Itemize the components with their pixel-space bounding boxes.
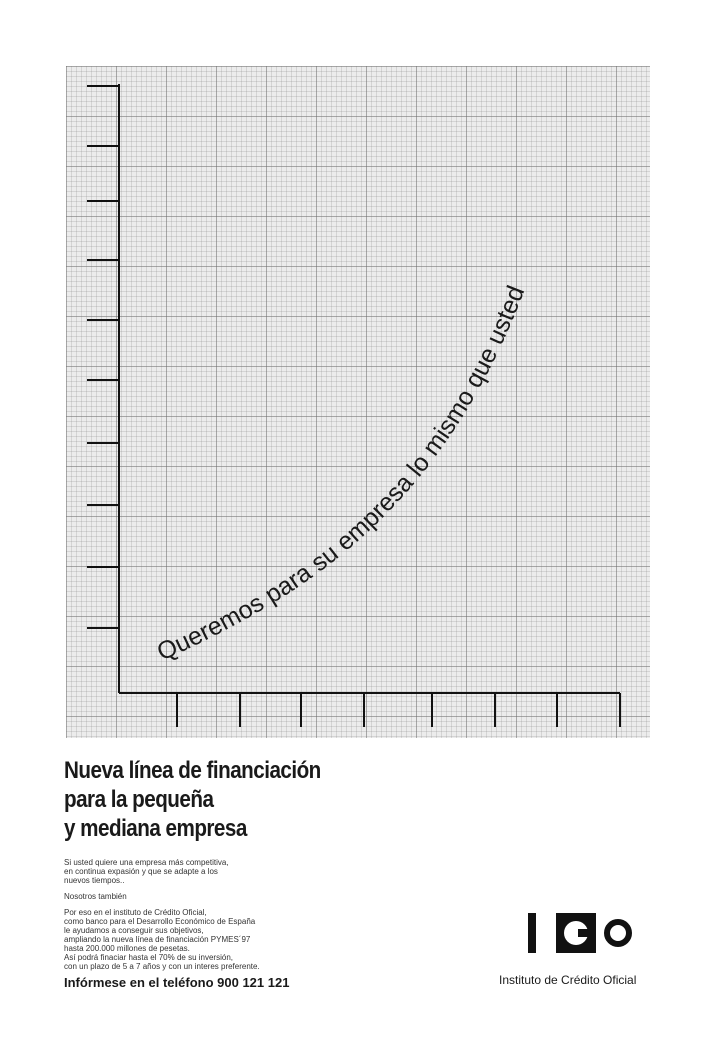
details-line: como banco para el Desarrollo Económico de España xyxy=(64,917,256,926)
intro-line: nuevos tiempos.. xyxy=(64,876,125,885)
details-line: ampliando la nueva línea de financiación PYMES´97 xyxy=(64,935,251,944)
logo-name: Instituto de Crédito Oficial xyxy=(499,973,637,987)
intro-line: Si usted quiere una empresa más competitiva, xyxy=(64,858,229,867)
intro-paragraph xyxy=(64,858,229,885)
details-line: Así podrá finaciar hasta el 70% de su inversión, xyxy=(64,953,233,962)
details-paragraph xyxy=(64,908,260,971)
tagline: Nosotros también xyxy=(64,892,127,901)
curve-text xyxy=(153,282,531,667)
details-line: hasta 200.000 millones de pesetas. xyxy=(64,944,190,953)
logo-letter-o xyxy=(604,919,632,947)
contact-phone: Infórmese en el teléfono 900 121 121 xyxy=(64,975,290,990)
headline-line-1: Nueva línea de financiación xyxy=(64,757,321,784)
ico-logo xyxy=(524,913,634,973)
curve-text-path: Queremos para su empresa lo mismo que usted xyxy=(152,281,531,667)
logo-letter-i xyxy=(528,913,536,953)
y-axis-ticks xyxy=(87,86,119,628)
details-line: con un plazo de 5 a 7 años y con un interes preferente. xyxy=(64,962,260,971)
graph-chart xyxy=(66,66,650,738)
details-line: le ayudamos a conseguir sus objetivos, xyxy=(64,926,204,935)
headline xyxy=(64,756,321,843)
x-axis-ticks xyxy=(177,693,620,727)
headline-line-3: y mediana empresa xyxy=(64,815,247,842)
details-line: Por eso en el instituto de Crédito Oficial, xyxy=(64,908,207,917)
headline-line-2: para la pequeña xyxy=(64,786,214,813)
logo-letter-c xyxy=(556,913,596,953)
intro-line: en continua expasión y que se adapte a los xyxy=(64,867,218,876)
